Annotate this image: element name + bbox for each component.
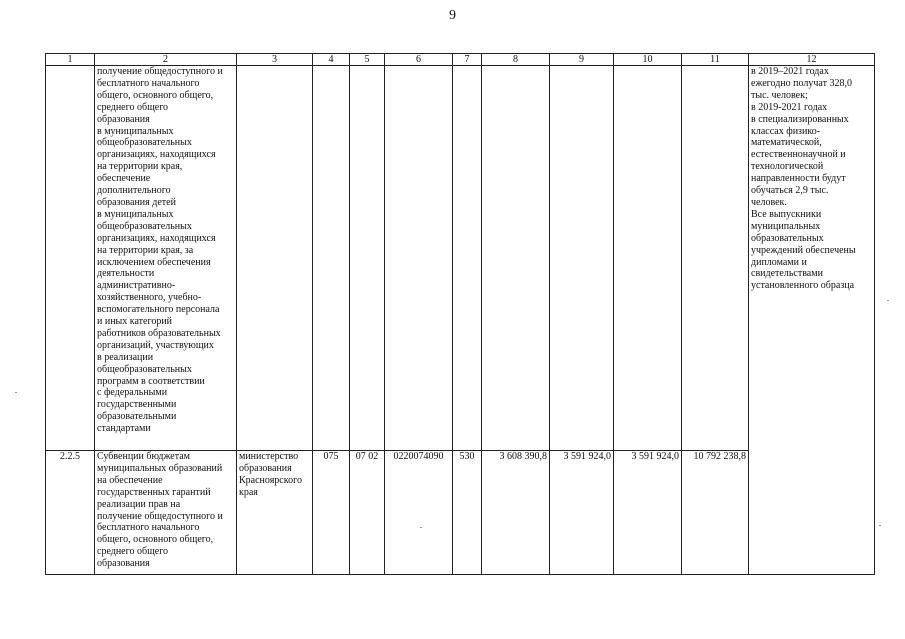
cell-vr: 530 [453, 451, 482, 575]
cell-vr [453, 66, 482, 451]
scan-speck [887, 300, 889, 301]
cell-2021: 3 591 924,0 [614, 451, 682, 575]
col-header-5: 5 [350, 54, 385, 66]
cell-number: 2.2.5 [46, 451, 95, 575]
cell-2019 [482, 66, 550, 451]
scan-speck [420, 527, 422, 528]
col-header-12: 12 [749, 54, 875, 66]
column-number-row [46, 54, 875, 66]
cell-2019: 3 608 390,8 [482, 451, 550, 575]
cell-description: Субвенции бюджетам муниципальных образований на обеспечение государственных гарантий реализации прав на получение общедоступного и бесплатного начального общего, основного общего, среднего общего образования [95, 451, 237, 575]
col-header-8: 8 [482, 54, 550, 66]
cell-2021 [614, 66, 682, 451]
col-header-9: 9 [550, 54, 614, 66]
cell-administrator [237, 66, 313, 451]
cell-total [682, 66, 749, 451]
cell-grbs: 075 [313, 451, 350, 575]
col-header-7: 7 [453, 54, 482, 66]
scan-speck [15, 392, 17, 393]
cell-rzpr: 07 02 [350, 451, 385, 575]
cell-expected-result: в 2019–2021 годах ежегодно получат 328,0 тыс. человек; в 2019-2021 годах в специализированных классах физико- математической, естественнонаучной и технологической направленности будут обучаться 2,9 тыс. человек. Все выпускники муниципальных образовательных учреждений обеспечены дипломами и свидетельствами установленного образца [749, 66, 875, 575]
cell-administrator: министерство образования Красноярского края [237, 451, 313, 575]
cell-2020 [550, 66, 614, 451]
col-header-11: 11 [682, 54, 749, 66]
budget-table [45, 53, 875, 575]
col-header-6: 6 [385, 54, 453, 66]
col-header-2: 2 [95, 54, 237, 66]
col-header-4: 4 [313, 54, 350, 66]
cell-description: получение общедоступного и бесплатного начального общего, основного общего, среднего общего образования в муниципальных общеобразовательных организациях, находящихся на территории края, обеспечение дополнительного образования детей в муниципальных общеобразовательных организациях, находящихся на территории края, за исключением обеспечения деятельности административно- хозяйственного, учебно- вспомогательного персонала и иных категорий работников образовательных организаций, участвующих в реализации общеобразовательных программ в соответствии с федеральными государственными образовательными стандартами [95, 66, 237, 451]
col-header-10: 10 [614, 54, 682, 66]
cell-number [46, 66, 95, 451]
cell-grbs [313, 66, 350, 451]
table-row-continuation [46, 66, 875, 451]
col-header-1: 1 [46, 54, 95, 66]
page-number: 9 [449, 8, 456, 23]
cell-rzpr [350, 66, 385, 451]
scan-speck [879, 525, 881, 526]
cell-csr: 0220074090 [385, 451, 453, 575]
col-header-3: 3 [237, 54, 313, 66]
cell-total: 10 792 238,8 [682, 451, 749, 575]
cell-csr [385, 66, 453, 451]
cell-2020: 3 591 924,0 [550, 451, 614, 575]
